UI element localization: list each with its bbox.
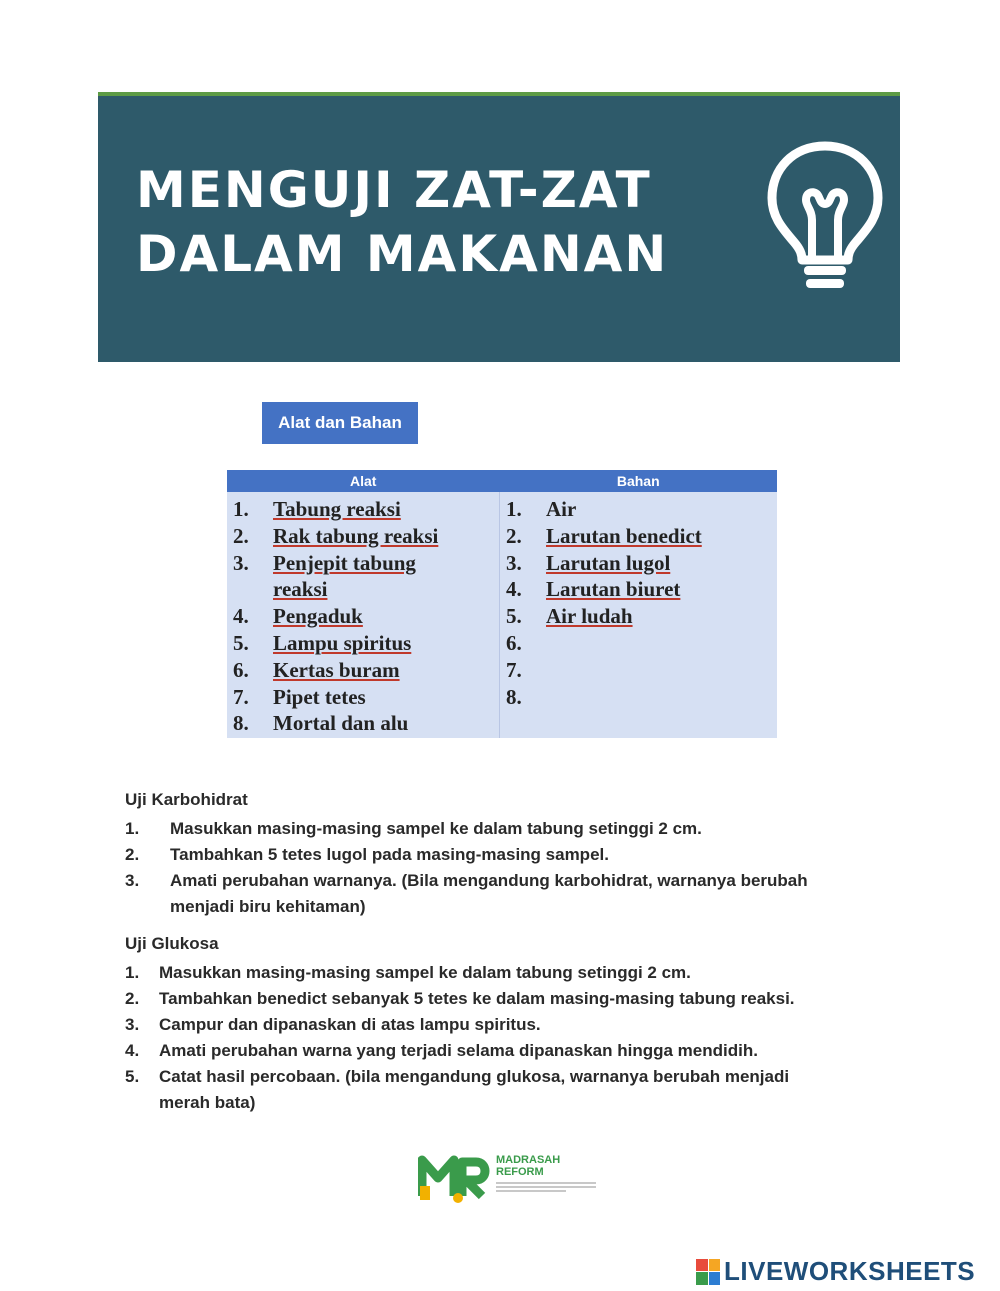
- logo-line-2: REFORM: [496, 1166, 544, 1178]
- tools-materials-table: [227, 470, 777, 738]
- list-item: 7.: [506, 657, 522, 682]
- list-item: 4. Larutan biuret: [506, 577, 681, 602]
- list-item: 1. Masukkan masing-masing sampel ke dalam tabung setinggi 2 cm.: [125, 963, 691, 982]
- uji-glukosa-steps: [125, 960, 885, 1116]
- header-alat: Alat: [227, 470, 500, 492]
- logo-line-1: MADRASAH: [496, 1154, 561, 1166]
- list-item: 1. Tabung reaksi: [233, 497, 401, 521]
- mr-logo-icon: [418, 1150, 496, 1206]
- list-item: 5. Catat hasil percobaan. (bila mengandung glukosa, warnanya berubah menjadi merah bata): [125, 1067, 790, 1112]
- bahan-column: [500, 492, 778, 738]
- page-title: [136, 158, 736, 286]
- list-item: 2. Tambahkan benedict sebanyak 5 tetes ke dalam masing-masing tabung reaksi.: [125, 989, 795, 1008]
- title-banner: [98, 92, 900, 362]
- uji-karbohidrat-title: Uji Karbohidrat: [125, 790, 248, 809]
- list-item: 2. Rak tabung reaksi: [233, 523, 439, 548]
- title-line-1: MENGUJI ZAT-ZAT: [136, 161, 652, 219]
- list-item: 5. Air ludah: [506, 604, 633, 629]
- list-item: 6. Kertas buram: [233, 657, 400, 682]
- header-bahan: Bahan: [500, 470, 778, 492]
- list-item: 8.: [506, 684, 522, 709]
- list-item: 8. Mortal dan alu: [233, 711, 409, 736]
- list-item: 4. Pengaduk: [233, 604, 363, 629]
- list-item: 1. Masukkan masing-masing sampel ke dalam tabung setinggi 2 cm.: [125, 819, 702, 838]
- title-line-2: DALAM MAKANAN: [136, 225, 669, 283]
- list-item: 3. Campur dan dipanaskan di atas lampu spiritus.: [125, 1015, 541, 1034]
- list-item: 5. Lampu spiritus: [233, 630, 412, 655]
- list-item: 3. Penjepit tabung reaksi: [233, 550, 416, 602]
- liveworksheets-logo-icon: [696, 1259, 720, 1285]
- list-item: 3. Larutan lugol: [506, 550, 671, 575]
- list-item: 2. Larutan benedict: [506, 523, 702, 548]
- watermark-text: LIVEWORKSHEETS: [724, 1256, 976, 1286]
- alat-column: [227, 492, 500, 738]
- list-item: 4. Amati perubahan warna yang terjadi selama dipanaskan hingga mendidih.: [125, 1041, 758, 1060]
- list-item: 2. Tambahkan 5 tetes lugol pada masing-masing sampel.: [125, 845, 609, 864]
- liveworksheets-watermark: [696, 1256, 975, 1287]
- logo-subtitle-lines: [496, 1182, 596, 1192]
- list-item: 3. Amati perubahan warnanya. (Bila mengandung karbohidrat, warnanya berubah menjadi biru kehitaman): [125, 871, 808, 916]
- uji-karbohidrat-steps: [125, 816, 885, 920]
- list-item: 6.: [506, 630, 522, 655]
- alat-bahan-label: Alat dan Bahan: [262, 402, 418, 444]
- madrasah-reform-logo: [418, 1150, 598, 1206]
- lightbulb-icon: [760, 136, 890, 296]
- list-item: 1. Air: [506, 497, 577, 521]
- uji-glukosa-title: Uji Glukosa: [125, 934, 219, 953]
- list-item: 7. Pipet tetes: [233, 684, 366, 709]
